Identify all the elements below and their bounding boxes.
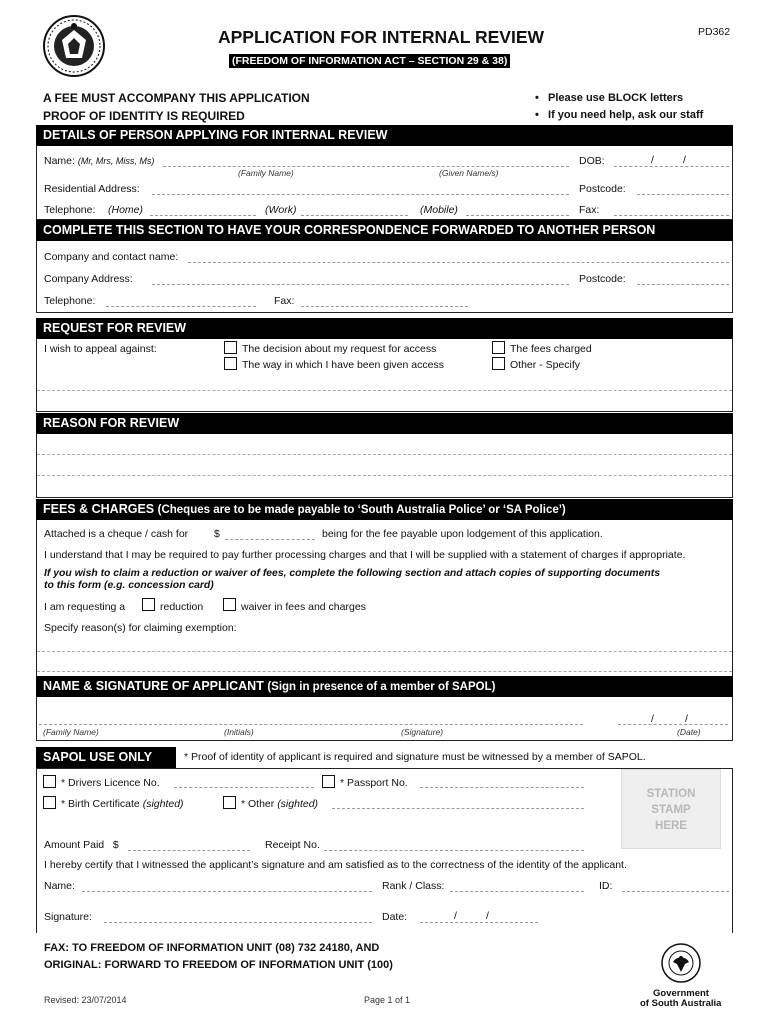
- company-postcode-field[interactable]: [637, 284, 729, 285]
- appeal-label: I wish to appeal against:: [44, 343, 157, 355]
- postcode-field[interactable]: [637, 194, 729, 195]
- bullet-icon: •: [535, 92, 549, 104]
- reason-line-1[interactable]: [37, 454, 732, 455]
- revised-date: Revised: 23/07/2014: [44, 995, 127, 1005]
- reason-line-2[interactable]: [37, 475, 732, 476]
- telephone-label: Telephone:: [44, 204, 96, 216]
- dob-separator-2: /: [683, 154, 686, 166]
- waiver-checkbox[interactable]: [223, 598, 236, 611]
- sig-date-sep-1: /: [651, 713, 654, 725]
- signature-section-heading: NAME & SIGNATURE OF APPLICANT (Sign in presence of a member of SAPOL): [36, 676, 733, 697]
- waiver-note-line-1: If you wish to claim a reduction or waiver of fees, complete the following section and attach copies of supporting documents: [44, 568, 661, 579]
- applicant-date-line[interactable]: [618, 724, 728, 725]
- sig-date-hint: (Date): [677, 727, 701, 737]
- amount-paid-field[interactable]: [128, 850, 250, 851]
- rank-label: Rank / Class:: [382, 880, 445, 892]
- name-field[interactable]: [163, 166, 569, 167]
- signature-section: [36, 697, 733, 741]
- correspondence-section-heading: COMPLETE THIS SECTION TO HAVE YOUR CORRESPONDENCE FORWARDED TO ANOTHER PERSON: [36, 220, 733, 241]
- request-specify-line[interactable]: [37, 390, 732, 391]
- exemption-line-1[interactable]: [37, 651, 732, 652]
- postcode-label: Postcode:: [579, 183, 626, 195]
- other-id-field[interactable]: [332, 808, 584, 809]
- certify-text: I hereby certify that I witnessed the applicant’s signature and am satisfied as to the correctness of the identity of the applicant.: [44, 859, 627, 871]
- given-names-hint: (Given Name/s): [439, 168, 499, 178]
- fees-section: [36, 520, 733, 677]
- address-field[interactable]: [152, 194, 569, 195]
- way-checkbox[interactable]: [224, 357, 237, 370]
- fees-checkbox[interactable]: [492, 341, 505, 354]
- attached-dollar: $: [214, 528, 220, 540]
- waiver-label: waiver in fees and charges: [241, 601, 366, 613]
- request-section-heading: REQUEST FOR REVIEW: [36, 318, 733, 339]
- other-id-checkbox[interactable]: [223, 796, 236, 809]
- id-label: ID:: [599, 880, 613, 892]
- witness-date-sep-1: /: [454, 910, 457, 922]
- fee-notice: A FEE MUST ACCOMPANY THIS APPLICATION: [43, 91, 310, 105]
- company-contact-label: Company and contact name:: [44, 251, 179, 263]
- company-postcode-label: Postcode:: [579, 273, 626, 285]
- reduction-label: reduction: [160, 601, 204, 613]
- fax-instructions: FAX: TO FREEDOM OF INFORMATION UNIT (08) 732 24180, AND: [44, 942, 380, 954]
- fax-label: Fax:: [579, 204, 600, 216]
- government-name-line-1: Government: [653, 988, 709, 999]
- witness-date-sep-2: /: [486, 910, 489, 922]
- family-name-hint: (Family Name): [238, 168, 294, 178]
- page-number: Page 1 of 1: [364, 995, 411, 1005]
- name-label: Name: (Mr, Mrs, Miss, Ms): [44, 155, 155, 167]
- fees-option-label: The fees charged: [510, 343, 592, 355]
- mobile-phone-label: (Mobile): [420, 204, 458, 216]
- work-phone-label: (Work): [265, 204, 297, 216]
- waiver-note-line-2: to this form (e.g. concession card): [44, 580, 214, 591]
- sapol-crest-logo: [42, 14, 106, 78]
- piping-shrike-icon: [660, 942, 702, 984]
- bullet-help: • If you need help, ask our staff: [535, 109, 704, 121]
- proof-note: * Proof of identity of applicant is required and signature must be witnessed by a member of SAPOL.: [184, 751, 646, 763]
- requesting-label: I am requesting a: [44, 601, 126, 613]
- witness-date-label: Date:: [382, 911, 408, 923]
- work-phone-field[interactable]: [301, 215, 408, 216]
- company-address-label: Company Address:: [44, 273, 133, 285]
- original-instructions: ORIGINAL: FORWARD TO FREEDOM OF INFORMATION UNIT (100): [44, 959, 393, 971]
- witness-signature-label: Signature:: [44, 911, 92, 923]
- page-subtitle: (FREEDOM OF INFORMATION ACT – SECTION 29 & 38): [229, 54, 510, 68]
- dob-field[interactable]: [614, 166, 729, 167]
- decision-option-label: The decision about my request for access: [242, 343, 437, 355]
- id-field[interactable]: [622, 891, 729, 892]
- passport-label: * Passport No.: [340, 777, 408, 789]
- passport-checkbox[interactable]: [322, 775, 335, 788]
- drivers-licence-field[interactable]: [174, 787, 314, 788]
- crest-icon: [42, 14, 106, 78]
- reason-section-heading: REASON FOR REVIEW: [36, 413, 733, 434]
- birth-certificate-label: * Birth Certificate (sighted): [61, 798, 184, 810]
- company-fax-field[interactable]: [301, 306, 468, 307]
- other-id-label: * Other (sighted): [241, 798, 319, 810]
- attached-label: Attached is a cheque / cash for: [44, 528, 189, 540]
- sig-date-sep-2: /: [685, 713, 688, 725]
- form-code: PD362: [698, 26, 731, 38]
- reduction-checkbox[interactable]: [142, 598, 155, 611]
- passport-field[interactable]: [420, 787, 584, 788]
- sig-initials-hint: (Initials): [224, 727, 254, 737]
- mobile-phone-field[interactable]: [466, 215, 569, 216]
- applicant-section-heading: DETAILS OF PERSON APPLYING FOR INTERNAL REVIEW: [36, 125, 733, 146]
- witness-name-label: Name:: [44, 880, 75, 892]
- address-label: Residential Address:: [44, 183, 140, 195]
- fee-amount-field[interactable]: [225, 539, 315, 540]
- applicant-signature-line[interactable]: [39, 724, 583, 725]
- sig-family-name-hint: (Family Name): [43, 727, 99, 737]
- other-option-label: Other - Specify: [510, 359, 581, 371]
- government-logo: [660, 942, 702, 984]
- decision-checkbox[interactable]: [224, 341, 237, 354]
- company-address-field[interactable]: [152, 284, 569, 285]
- home-phone-field[interactable]: [150, 215, 256, 216]
- birth-certificate-checkbox[interactable]: [43, 796, 56, 809]
- specify-label: Specify reason(s) for claiming exemption:: [44, 622, 237, 634]
- witness-name-field[interactable]: [82, 891, 372, 892]
- bullet-icon: •: [535, 109, 549, 121]
- identity-notice: PROOF OF IDENTITY IS REQUIRED: [43, 109, 245, 123]
- dob-label: DOB:: [579, 155, 605, 167]
- witness-signature-field[interactable]: [104, 922, 372, 923]
- way-option-label: The way in which I have been given access: [242, 359, 444, 371]
- reason-section: [36, 434, 733, 498]
- company-telephone-label: Telephone:: [44, 295, 96, 307]
- drivers-licence-label: * Drivers Licence No.: [61, 777, 160, 789]
- rank-field[interactable]: [450, 891, 584, 892]
- company-contact-field[interactable]: [188, 262, 729, 263]
- other-checkbox[interactable]: [492, 357, 505, 370]
- company-telephone-field[interactable]: [106, 306, 256, 307]
- station-stamp-area: STATION STAMP HERE: [621, 769, 721, 849]
- sapol-section-heading: SAPOL USE ONLY: [36, 747, 176, 768]
- amount-paid-label: Amount Paid $: [44, 839, 119, 851]
- receipt-field[interactable]: [324, 850, 584, 851]
- receipt-label: Receipt No.: [265, 839, 320, 851]
- government-name-line-2: of South Australia: [640, 998, 722, 1009]
- being-for-text: being for the fee payable upon lodgement of this application.: [322, 528, 603, 540]
- dob-separator-1: /: [651, 154, 654, 166]
- exemption-line-2[interactable]: [37, 671, 732, 672]
- drivers-licence-checkbox[interactable]: [43, 775, 56, 788]
- sig-signature-hint: (Signature): [401, 727, 444, 737]
- company-fax-label: Fax:: [274, 295, 295, 307]
- fax-field[interactable]: [614, 215, 729, 216]
- witness-date-field[interactable]: [420, 922, 538, 923]
- bullet-block-letters: • Please use BLOCK letters: [535, 92, 684, 104]
- page-title: APPLICATION FOR INTERNAL REVIEW: [218, 27, 545, 47]
- home-phone-label: (Home): [108, 204, 144, 216]
- understand-text: I understand that I may be required to pay further processing charges and that I will be supplied with a statement of charges if appropriate.: [44, 549, 686, 561]
- fees-section-heading: FEES & CHARGES (Cheques are to be made payable to ‘South Australia Police’ or ‘SA Police’): [36, 499, 733, 520]
